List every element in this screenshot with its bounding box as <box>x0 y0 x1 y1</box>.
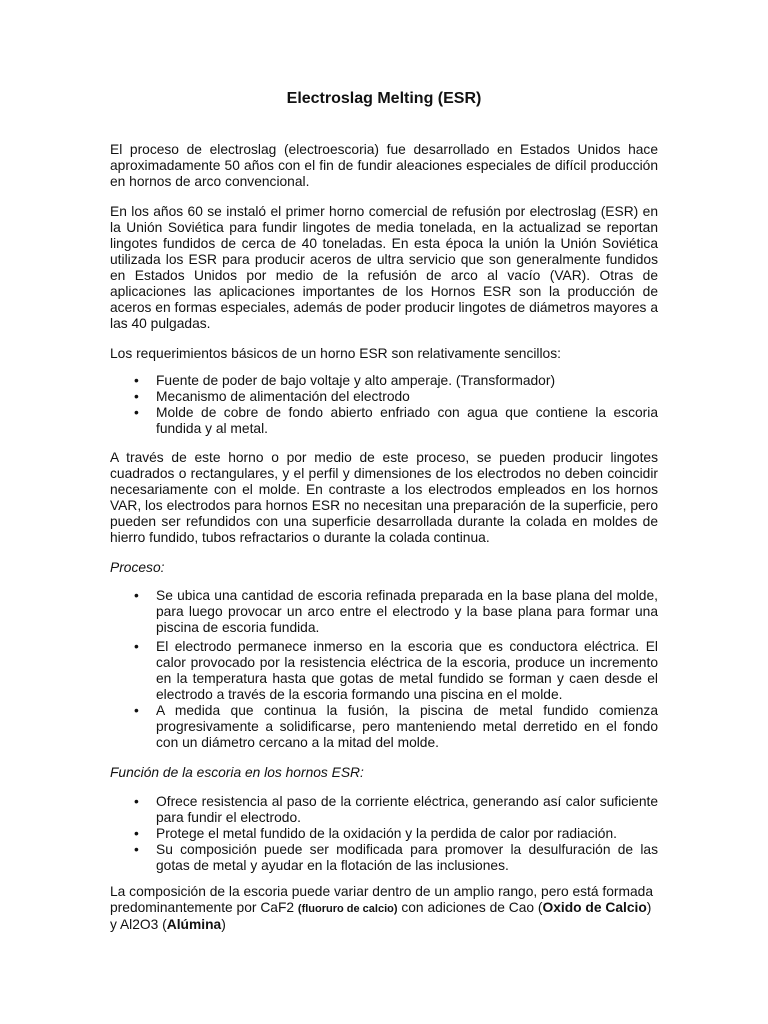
bullet-icon: • <box>134 588 139 603</box>
bullet-icon: • <box>134 405 139 420</box>
list-item: • Su composición puede ser modificada para promover la desulfuración de las gotas de metal y ayudar en la flotación de las inclusiones. <box>134 842 658 873</box>
bullet-icon: • <box>134 842 139 857</box>
slag-function-list <box>110 794 658 874</box>
paragraph-history: En los años 60 se instaló el primer horno comercial de refusión por electroslag (ESR) en la Unión Soviética para fundir lingotes de media tonelada, en la actualizad se reportan lingotes fundidos de cerca de 40 toneladas. En esta época la unión la Unión Soviética utilizada los ESR para producir aceros de ultra servicio que son generalmente fundidos en Estados Unidos por medio de la refusión de arco al vacío (VAR). Otras de aplicaciones las aplicaciones importantes de los Hornos ESR son la producción de aceros en formas especiales, además de poder producir lingotes de diámetros mayores a las 40 pulgadas. <box>110 204 658 331</box>
bullet-icon: • <box>134 826 139 841</box>
list-item: • Molde de cobre de fondo abierto enfriado con agua que contiene la escoria fundida y al metal. <box>134 405 658 436</box>
list-item: • Se ubica una cantidad de escoria refinada preparada en la base plana del molde, para luego provocar un arco entre el electrodo y la base plana para formar una piscina de escoria fundida. <box>134 588 658 635</box>
list-item: • A medida que continua la fusión, la piscina de metal fundido comienza progresivamente a solidificarse, pero manteniendo metal derretido en el fondo con un diámetro cercano a la mitad del molde. <box>134 703 658 750</box>
bullet-icon: • <box>134 794 139 809</box>
process-list <box>110 588 658 751</box>
requirements-list <box>110 373 658 437</box>
list-item: • El electrodo permanece inmerso en la escoria que es conductora eléctrica. El calor provocado por la resistencia eléctrica de la escoria, produce un incremento en la temperatura hasta que gotas de metal fundido se forman y caen desde el electrodo a través de la escoria formando una piscina en el molde. <box>134 639 658 702</box>
paragraph-process-overview: A través de este horno o por medio de este proceso, se pueden producir lingotes cuadrados o rectangulares, y el perfil y dimensiones de los electrodos no deben coincidir necesariamente con el molde. En contraste a los electrodos empleados en los hornos VAR, los electrodos para hornos ESR no necesitan una preparación de la superficie, pero pueden ser refundidos con una superficie desarrollada durante la colada en moldes de hierro fundido, tubos refractarios o durante la colada continua. <box>110 450 658 545</box>
section-heading-proceso: Proceso: <box>110 560 165 575</box>
section-heading-funcion: Función de la escoria en los hornos ESR: <box>110 765 364 780</box>
bullet-icon: • <box>134 389 139 404</box>
bullet-icon: • <box>134 703 139 718</box>
list-item: • Ofrece resistencia al paso de la corriente eléctrica, generando así calor suficiente para fundir el electrodo. <box>134 794 658 825</box>
bullet-icon: • <box>134 373 139 388</box>
paragraph-requirements: Los requerimientos básicos de un horno ESR son relativamente sencillos: <box>110 346 561 361</box>
list-item: • Mecanismo de alimentación del electrodo <box>134 389 410 404</box>
bullet-icon: • <box>134 639 139 654</box>
paragraph-intro: El proceso de electroslag (electroescoria) fue desarrollado en Estados Unidos hace aproximadamente 50 años con el fin de fundir aleaciones especiales de difícil producción en hornos de arco convencional. <box>110 142 658 189</box>
paragraph-slag-composition: La composición de la escoria puede variar dentro de un amplio rango, pero está formada predominantemente por CaF2 (fluoruro de calcio) con adiciones de Cao (Oxido de Calcio) y Al2O3 (Alúmina) <box>110 884 654 932</box>
list-item: • Fuente de poder de bajo voltaje y alto amperaje. (Transformador) <box>134 373 556 388</box>
document-title: Electroslag Melting (ESR) <box>286 90 482 107</box>
list-item: • Protege el metal fundido de la oxidación y la perdida de calor por radiación. <box>134 826 617 841</box>
